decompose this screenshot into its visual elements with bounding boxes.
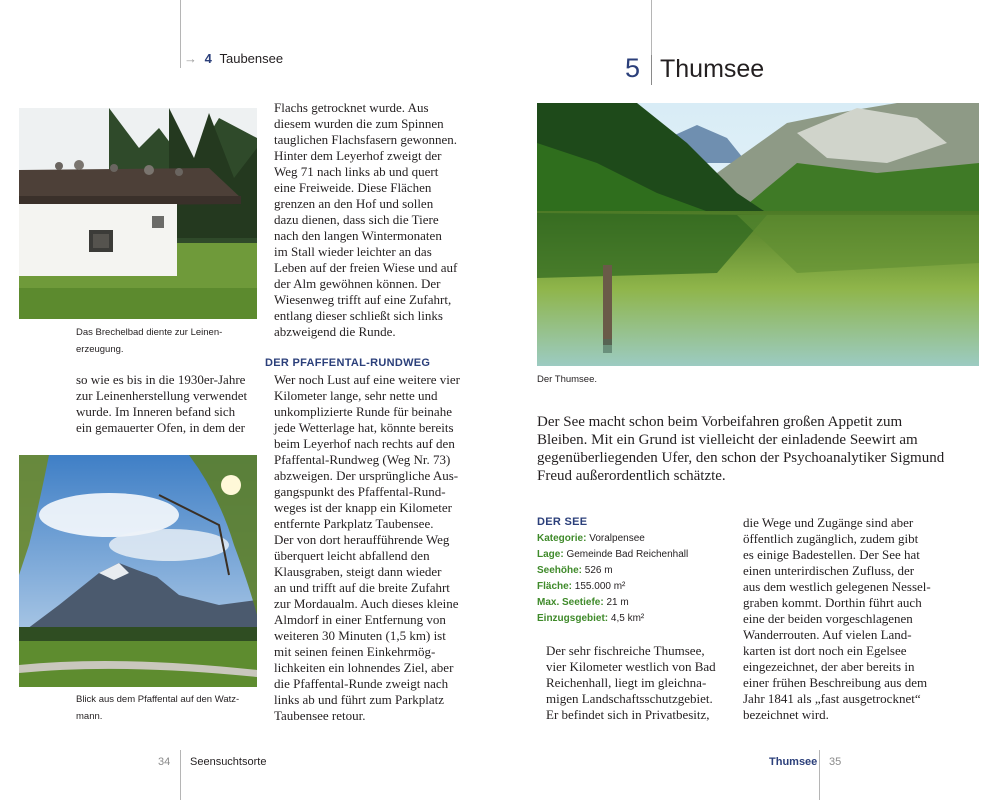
right-col2-text: die Wege und Zugänge sind aber öffentlich zugänglich, zudem gibt es einige Badestellen. Der See hat einen unterirdischen Zufluss, der aus dem westlich gelegenen Nessel- graben kommt. Dorthin führt auch eine der beiden vorgeschlagenen Wanderrouten. Auf vielen Land- karten ist dort noch ein Egelsee eingezeichnet, der aber bereits in einer frühen Beschreibung aus dem Jahr 1841 als „fast ausgetrocknet“ bezeichnet wird. — [743, 515, 931, 722]
photo-thumsee-caption: Der Thumsee. — [537, 374, 598, 385]
arrow-icon: → — [184, 51, 197, 66]
left-header-rule — [180, 0, 181, 68]
chapter-title: Thumsee — [660, 55, 765, 83]
left-footer-section: Seensuchtsorte — [190, 756, 267, 768]
chapter-number: 5 — [625, 53, 641, 83]
running-head-number: 4 — [204, 51, 212, 66]
left-col2-text-top: Flachs getrocknet wurde. Aus diesem wurden die zum Spinnen tauglichen Flachsfasern gewonnen. Hinter dem Leyerhof zweigt der Weg 71 nach links ab und quert eine Freiweide. Diese Flächen grenzen an den Hof und sollen dazu dienen, dass sich die Tiere nach den langen Wintermonaten im Stall wieder leichter an das Leben auf der freien Wiese und auf der Alm gewöhnen können. Der Wiesenweg trifft auf eine Zufahrt, entlang dieser schließt sich links abzweigend die Runde. — [274, 100, 458, 339]
left-col2-text-bottom: Wer noch Lust auf eine weitere vier Kilometer lange, sehr nette und unkomplizierte Runde für beinahe jede Wetterlage hat, könnte bereits beim Leyerhof nach rechts auf den Pfaffental-Rundweg (Weg Nr. 73) abzweigen. Der ursprüngliche Aus- gangspunkt des Pfaffental-Rund- weges ist der knapp ein Kilometer entfernte Parkplatz Taubensee. Der von dort heraufführende Weg überquert leicht abfallend den Klausgraben, steigt dann wieder an und trifft auf die breite Zufahrt zur Mordaualm. Auch dieses kleine Almdorf in einer Entfernung von weiteren 30 Minuten (1,5 km) ist mit seinen feinen Einkehrmög- lichkeiten ein lohnendes Ziel, aber die Pfaffental-Runde zweigt nach links ab und führt zum Parkplatz Taubensee retour. — [274, 372, 460, 723]
running-head-title: Taubensee — [219, 51, 284, 66]
fact-max-seetiefe: Max. Seetiefe: 21 m — [537, 597, 629, 608]
right-page-number: 35 — [829, 756, 842, 768]
left-page-number: 34 — [158, 756, 171, 768]
running-head — [184, 51, 283, 66]
fact-flaeche: Fläche: 155.000 m² — [537, 581, 626, 592]
fact-seehoehe: Seehöhe: 526 m — [537, 565, 613, 576]
photo-pfaffental-caption: Blick aus dem Pfaffental auf den Watz- mann. — [76, 694, 240, 722]
photo-brechelbad — [19, 108, 257, 319]
lake-facts — [537, 531, 688, 627]
photo-brechelbad-caption: Das Brechelbad diente zur Leinen- erzeugung. — [76, 327, 223, 355]
photo-thumsee — [537, 103, 979, 366]
facts-heading: DER SEE — [537, 516, 588, 528]
chapter-title-rule — [651, 55, 652, 85]
fact-kategorie: Kategorie: Voralpensee — [537, 533, 645, 544]
intro-paragraph: Der See macht schon beim Vorbeifahren großen Appetit zum Bleiben. Mit ein Grund ist vielleicht der einladende Seewirt am gegenüberliegenden Ufer, den schon der Psychoanalytiker Sigmund Freud außerordentlich schätzte. — [537, 414, 945, 484]
right-footer-section: Thumsee — [769, 756, 818, 768]
left-footer-rule — [180, 750, 181, 800]
right-col1-text: Der sehr fischreiche Thumsee, vier Kilometer westlich von Bad Reichenhall, liegt im gleichna- migen Landschaftsschutzgebiet. Er befindet sich in Privatbesitz, — [546, 643, 716, 722]
right-footer-rule — [819, 750, 820, 800]
section-heading-pfaffental: DER PFAFFENTAL-RUNDWEG — [265, 357, 431, 369]
photo-pfaffental-watzmann — [19, 455, 257, 687]
left-col1-text: so wie es bis in die 1930er-Jahre zur Leinenherstellung verwendet wurde. Im Inneren befand sich ein gemauerter Ofen, in dem der — [76, 372, 248, 435]
fact-einzugsgebiet: Einzugsgebiet: 4,5 km² — [537, 613, 645, 624]
fact-lage: Lage: Gemeinde Bad Reichenhall — [537, 549, 689, 560]
